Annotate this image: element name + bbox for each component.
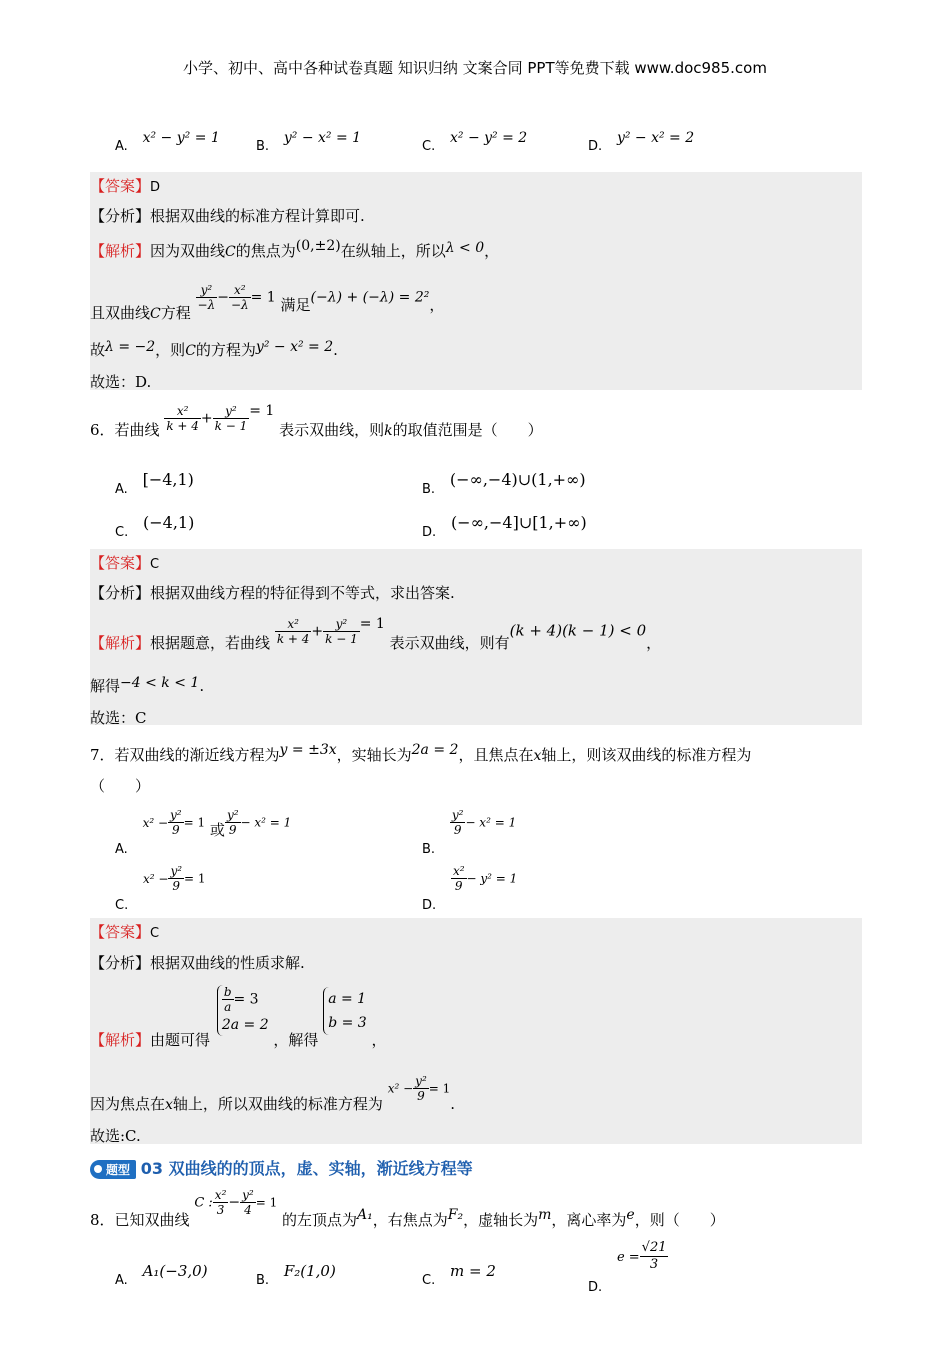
option-expr: y² − x² = 1 [283,130,362,146]
math: + [311,623,324,640]
denominator: k − 1 [214,419,248,433]
denominator: 9 [453,823,462,837]
fraction [640,1240,669,1273]
math: x [533,748,542,764]
q8-stem [90,1188,725,1229]
text: ，右焦点为 [372,1210,448,1229]
math: C : [194,1195,213,1211]
q7-choose: 故选:C. [90,1127,141,1145]
denominator: 3 [216,1203,225,1217]
numerator: y² [196,283,218,298]
math: (0,±2) [295,238,341,254]
option-expr: x² − y² = 1 [142,130,220,146]
text: ，解得 [273,1030,319,1049]
q5-choose: 故选：D. [90,373,152,391]
q6-stem [90,402,543,439]
math: − x² = 1 [240,815,292,830]
math: F₂ [447,1206,464,1223]
numerator: y² [170,864,183,878]
math: = 1 [250,289,276,306]
math: = 3 [233,991,259,1008]
section-heading [90,1156,473,1179]
text: 因为双曲线 [150,242,226,260]
math: y = ±3x [279,742,337,758]
q6-analysis [90,582,455,603]
option-expr: m = 2 [450,1262,496,1280]
text: . [333,341,338,359]
option-expr: (−∞,−4)∪(1,+∞) [449,470,586,489]
math: 2a = 2 [221,1017,269,1033]
text: ，则 [155,341,186,359]
text: 表示双曲线，则 [279,420,385,439]
math: = 1 [428,1081,451,1096]
text: 在纵轴上，所以 [340,242,446,260]
analysis-tag: 【分析】 [90,584,151,602]
numerator: b [223,985,232,999]
option-label: C. [422,139,436,154]
page-header: 小学、初中、高中各种试卷真题 知识归纳 文案合同 PPT等免费下载 www.doc985.com [183,59,767,77]
q6-solution-line2 [90,675,204,696]
q7-solution-line2 [90,1074,456,1113]
option-label: D. [422,897,437,913]
text: ，实轴长为 [336,746,412,764]
numerator: x² [275,617,312,632]
q5-option-c [422,130,528,154]
text: 表示双曲线，则有 [389,633,510,652]
option-label: C. [115,525,129,540]
math: e = [616,1249,640,1265]
fraction [168,864,184,893]
q8-option-d [588,1240,668,1295]
math: y² − x² = 2 [255,339,334,355]
numerator: y² [451,808,464,822]
q7-stem-line1 [90,744,751,765]
numerator: √21 [641,1240,667,1255]
q8-option-a [115,1262,208,1288]
text: 的取值范围是（ ） [392,420,543,439]
solution-tag: 【解析】 [90,242,151,260]
q5-solution-line3 [90,339,338,360]
denominator: 9 [228,823,237,837]
option-expr: (−∞,−4]∪[1,+∞) [450,513,587,532]
or-text: 或 [209,820,225,839]
math: 2a = 2 [411,742,459,758]
q8-option-c [422,1262,496,1288]
q5-option-b [256,130,362,154]
math: e [626,1206,635,1223]
math: (k + 4)(k − 1) < 0 [509,621,647,640]
q7-option-c [115,864,206,913]
option-label: A. [115,139,128,154]
analysis-text: 根据双曲线方程的特征得到不等式，求出答案. [150,584,455,602]
numerator: y² [170,808,182,822]
option-label: B. [422,482,436,497]
fraction [168,808,184,837]
math: a = 1 [328,990,367,1007]
text: 由题可得 [150,1030,211,1049]
q5-solution-line1 [90,240,499,261]
option-expr: A₁(−3,0) [142,1262,208,1280]
answer-value: D [150,180,161,195]
option-label: D. [422,525,437,540]
solution-tag: 【解析】 [90,633,151,652]
numerator: y² [226,808,239,822]
fraction [240,1188,256,1217]
option-expr: (−4,1) [143,513,195,532]
math: k [384,422,393,439]
numerator: x² [214,1188,227,1202]
fraction [222,985,234,1014]
numerator: y² [242,1188,254,1202]
fraction [413,1074,429,1103]
math: − [228,1194,241,1211]
text: 满足 [280,295,311,314]
fraction [213,404,250,433]
option-expr: [−4,1) [142,470,194,489]
q7-stem-line2: （ ） [90,777,151,795]
math: A₁ [357,1206,373,1223]
numerator: x² [452,864,465,878]
q6-solution-line1 [90,615,662,652]
option-expr: F₂(1,0) [283,1262,336,1280]
text: . [199,677,205,695]
q7-option-b [422,808,517,857]
fraction [323,617,360,646]
text: 方程 [160,303,191,322]
q5-solution-line2 [90,283,445,322]
analysis-text: 根据双曲线的标准方程计算即可. [150,207,365,225]
fraction [275,617,312,646]
text: 的焦点为 [235,242,296,260]
denominator: k + 4 [276,632,310,646]
q5-option-d [588,130,695,154]
option-label: A. [115,841,128,857]
math: (−λ) + (−λ) = 2² [310,289,430,306]
math: −4 < k < 1 [120,675,200,691]
denominator: −λ [197,298,216,312]
q7-answer [90,921,159,942]
math: λ = −2 [105,339,156,355]
text: ，且焦点在 [458,746,534,764]
numerator: y² [213,404,250,419]
denominator: 9 [454,879,463,893]
answer-tag: 【答案】 [90,554,151,572]
analysis-tag: 【分析】 [90,207,151,225]
text: 轴上，则该双曲线的标准方程为 [541,746,752,764]
text: 解得 [90,677,121,695]
fraction [450,808,466,837]
text: 的左顶点为 [282,1210,358,1229]
numerator: y² [323,617,360,632]
fraction [164,404,201,433]
q7-analysis [90,952,305,973]
math: = 1 [184,871,206,886]
answer-tag: 【答案】 [90,923,151,941]
denominator: 3 [649,1257,659,1272]
q5-answer [90,175,160,196]
answer-value: C [150,926,160,941]
analysis-text: 根据双曲线的性质求解. [150,954,305,972]
text: ，则（ ） [634,1210,725,1229]
math: − [217,289,229,306]
text: ， [429,295,445,314]
option-label: C. [115,897,129,913]
q6-answer [90,552,159,573]
text: 根据题意，若曲线 [150,633,271,652]
text: . [450,1094,456,1113]
option-label: C. [422,1273,436,1288]
text: 8．已知双曲线 [90,1210,190,1229]
system-brace [217,985,269,1036]
math: x² − [142,815,169,830]
numerator: x² [164,404,201,419]
text: ，虚轴长为 [463,1210,539,1229]
answer-value: C [150,557,160,572]
q6-option-c [115,513,195,540]
option-label: B. [422,841,436,857]
text: ， [646,633,662,652]
q7-option-d [422,864,518,913]
fraction [196,283,218,312]
math: b = 3 [328,1014,367,1031]
q6-option-a [115,470,194,497]
option-label: D. [588,139,603,154]
text: 故 [90,341,106,359]
option-label: D. [588,1279,603,1295]
text: 7．若双曲线的渐近线方程为 [90,746,280,764]
q8-option-b [256,1262,336,1288]
math: x [165,1096,173,1113]
text: 6．若曲线 [90,420,160,439]
q6-option-d [422,513,587,540]
denominator: 9 [172,823,180,837]
numerator: x² [229,283,251,298]
q7-option-a [115,808,292,857]
text: ， [371,1030,387,1049]
math: = 1 [249,402,275,419]
option-label: A. [115,1273,128,1288]
math: m [538,1206,552,1223]
denominator: 9 [417,1089,425,1103]
text: 轴上，所以双曲线的标准方程为 [172,1094,383,1113]
option-expr: y² − x² = 2 [616,130,695,146]
denominator: k − 1 [325,632,358,646]
math: = 1 [183,815,206,830]
math: C [150,305,161,322]
denominator: 4 [244,1203,252,1217]
fraction [229,283,251,312]
option-expr: x² − y² = 2 [450,130,528,146]
math: λ < 0 [445,240,485,256]
text: 因为焦点在 [90,1094,166,1113]
answer-tag: 【答案】 [90,177,151,195]
section-title: 03 双曲线的的顶点，虚、实轴，渐近线方程等 [140,1159,473,1178]
fraction [225,808,241,837]
fraction [451,864,467,893]
math: = 1 [359,615,385,632]
text: ， [484,242,500,260]
q5-option-a [115,130,220,154]
analysis-tag: 【分析】 [90,954,151,972]
solution-tag: 【解析】 [90,1030,151,1049]
option-label: B. [256,139,270,154]
text: 且双曲线 [90,303,151,322]
math: C [185,343,196,359]
q5-analysis [90,205,365,226]
denominator: k + 4 [166,419,199,433]
fraction [213,1188,229,1217]
text: 的方程为 [195,341,256,359]
result-brace [323,987,367,1035]
math: − x² = 1 [465,815,517,830]
math: x² − [387,1081,414,1096]
denominator: a [224,1000,232,1014]
math: + [200,410,213,427]
denominator: −λ [230,298,249,312]
math: C [225,244,236,260]
numerator: y² [415,1074,427,1088]
q7-solution-line1 [90,985,387,1049]
option-label: B. [256,1273,270,1288]
section-badge: 题型 [90,1160,136,1179]
q6-option-b [422,470,586,497]
math: − y² = 1 [466,871,518,886]
math: = 1 [255,1195,278,1210]
text: ，离心率为 [551,1210,627,1229]
math: x² − [143,871,169,886]
option-label: A. [115,482,128,497]
q6-choose: 故选：C [90,709,147,727]
denominator: 9 [172,879,181,893]
